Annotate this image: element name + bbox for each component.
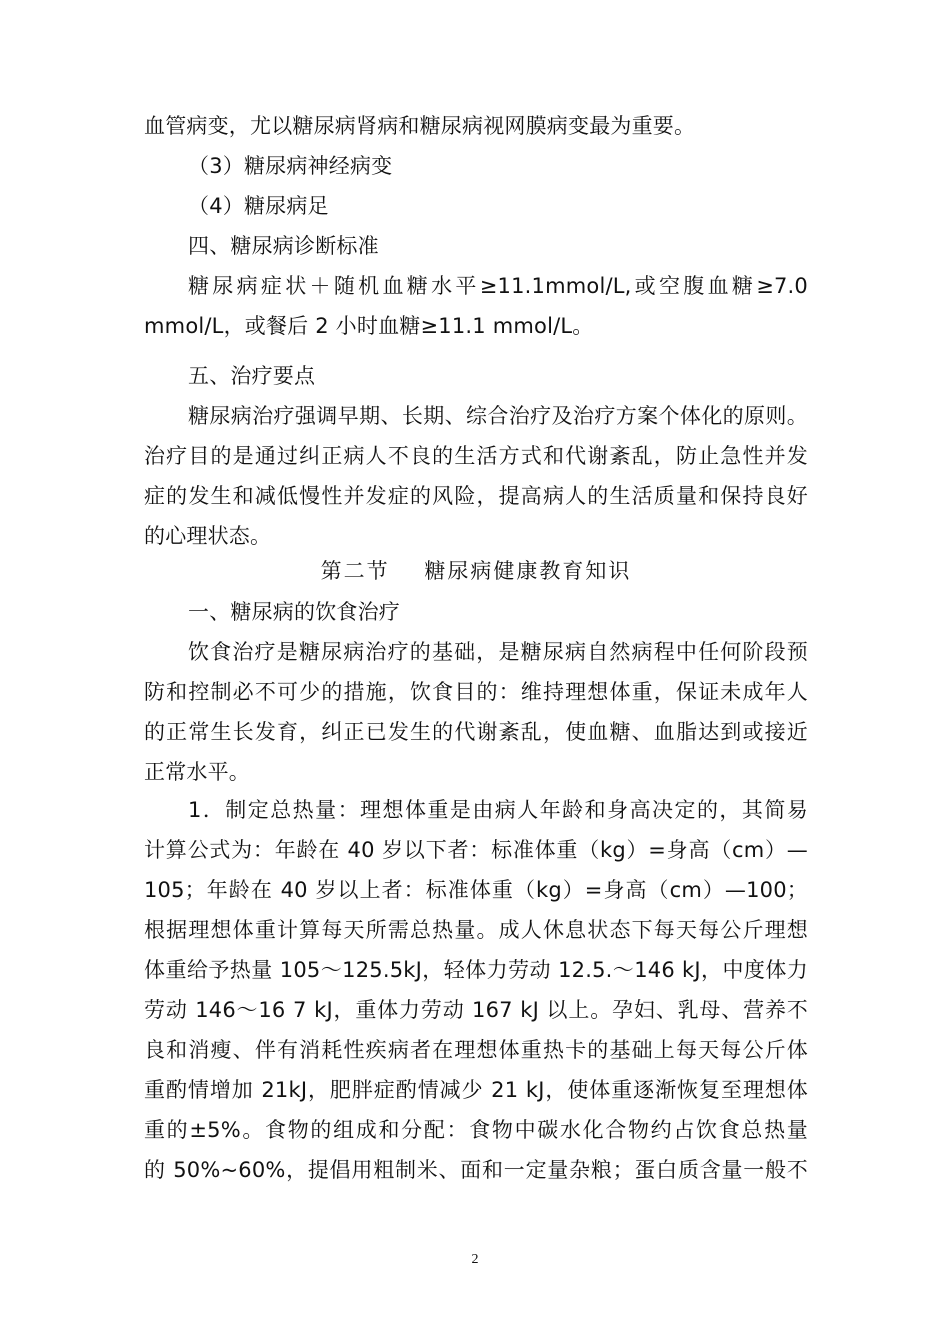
page-number: 2 — [471, 1252, 479, 1267]
paragraph-line: mmol/L，或餐后 2 小时血糖≥11.1 mmol/L。 — [144, 314, 594, 338]
calorie-section — [144, 790, 808, 1190]
paragraph-line: 正常水平。 — [144, 760, 250, 784]
paragraph-line: 良和消瘦、伴有消耗性疾病者在理想体重热卡的基础上每天每公斤体 — [144, 1038, 808, 1062]
paragraph-line: 糖尿病治疗强调早期、长期、综合治疗及治疗方案个体化的原则。 — [188, 404, 808, 428]
paragraph-line: 治疗目的是通过纠正病人不良的生活方式和代谢紊乱，防止急性并发 — [144, 444, 808, 468]
list-item-diabetic-foot: （4）糖尿病足 — [188, 194, 329, 218]
paragraph-line: 劳动 146～16 7 kJ，重体力劳动 167 kJ 以上。孕妇、乳母、营养不 — [144, 998, 808, 1022]
diet-section — [144, 592, 808, 792]
paragraph-line: 105；年龄在 40 岁以上者：标准体重（kg）=身高（cm）—100； — [144, 878, 808, 902]
paragraph-line: 1．制定总热量：理想体重是由病人年龄和身高决定的，其简易 — [188, 798, 808, 822]
paragraph-line: 计算公式为：年龄在 40 岁以下者：标准体重（kg）=身高（cm）— — [144, 838, 808, 862]
paragraph-line: 血管病变，尤以糖尿病肾病和糖尿病视网膜病变最为重要。 — [144, 114, 696, 138]
complications-section — [144, 106, 808, 346]
section-title: 第二节 糖尿病健康教育知识 — [320, 559, 632, 583]
paragraph-line: 的心理状态。 — [144, 524, 272, 548]
heading-diagnosis-criteria: 四、糖尿病诊断标准 — [188, 234, 379, 258]
paragraph-line: 防和控制必不可少的措施，饮食目的：维持理想体重，保证未成年人 — [144, 680, 808, 704]
treatment-section — [144, 356, 808, 556]
paragraph-line: 饮食治疗是糖尿病治疗的基础，是糖尿病自然病程中任何阶段预 — [188, 640, 808, 664]
list-item-neuropathy: （3）糖尿病神经病变 — [188, 154, 393, 178]
heading-diet-therapy: 一、糖尿病的饮食治疗 — [188, 600, 400, 624]
paragraph-line: 的 50%~60%，提倡用粗制米、面和一定量杂粮；蛋白质含量一般不 — [144, 1158, 808, 1182]
paragraph-line: 重的±5%。食物的组成和分配：食物中碳水化合物约占饮食总热量 — [144, 1118, 808, 1142]
paragraph-line: 根据理想体重计算每天所需总热量。成人休息状态下每天每公斤理想 — [144, 918, 808, 942]
paragraph-line: 重酌情增加 21kJ，肥胖症酌情减少 21 kJ，使体重逐渐恢复至理想体 — [144, 1078, 808, 1102]
paragraph-line: 体重给予热量 105～125.5kJ，轻体力劳动 12.5.～146 kJ，中度体力 — [144, 958, 808, 982]
paragraph-line: 的正常生长发育，纠正已发生的代谢紊乱，使血糖、血脂达到或接近 — [144, 720, 808, 744]
paragraph-line: 症的发生和减低慢性并发症的风险，提高病人的生活质量和保持良好 — [144, 484, 808, 508]
heading-treatment-points: 五、治疗要点 — [188, 364, 316, 388]
paragraph-line: 糖尿病症状＋随机血糖水平≥11.1mmol/L,或空腹血糖≥7.0 — [188, 274, 808, 298]
